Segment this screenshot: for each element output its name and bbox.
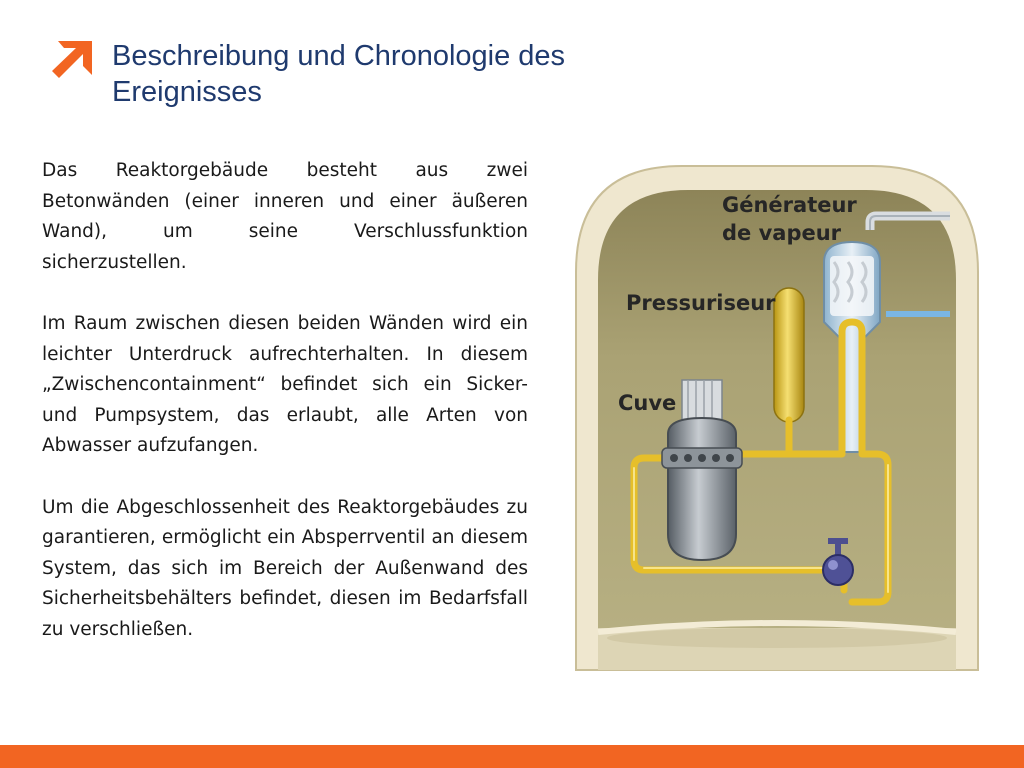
paragraph-3: Um die Abgeschlossenheit des Reaktorgebäudes zu garantieren, ermöglicht ein Absperrventil an diesem System, das sich im Bereich der Außenwand des Sicherheitsbehälters befindet, diesen im Bedarfsfall zu verschließen. [42, 496, 528, 640]
pressurizer [774, 288, 804, 422]
paragraph-1: Das Reaktorgebäude besteht aus zwei Betonwänden (einer inneren und einer äußeren Wand), um seine Verschlussfunktion sicherzustellen. [42, 160, 528, 273]
label-generator-line2: de vapeur [722, 221, 842, 245]
body-text [42, 156, 528, 645]
label-vessel: Cuve [618, 391, 677, 415]
diagonal-arrow-icon [46, 36, 96, 86]
label-generator-line1: Générateur [722, 193, 857, 217]
slide-title: Beschreibung und Chronologie des Ereignisses [112, 40, 566, 108]
label-pressurizer: Pressuriseur [626, 291, 776, 315]
paragraph-2: Im Raum zwischen diesen beiden Wänden wird ein leichter Unterdruck aufrechterhalten. In diesem „Zwischencontainment“ befindet sich ein Sicker- und Pumpsystem, das erlaubt, alle Arten von Abwasser aufzufangen. [42, 313, 528, 456]
footer-accent-bar [0, 745, 1024, 768]
reactor-diagram [572, 162, 982, 674]
inner-containment-space [598, 190, 956, 670]
